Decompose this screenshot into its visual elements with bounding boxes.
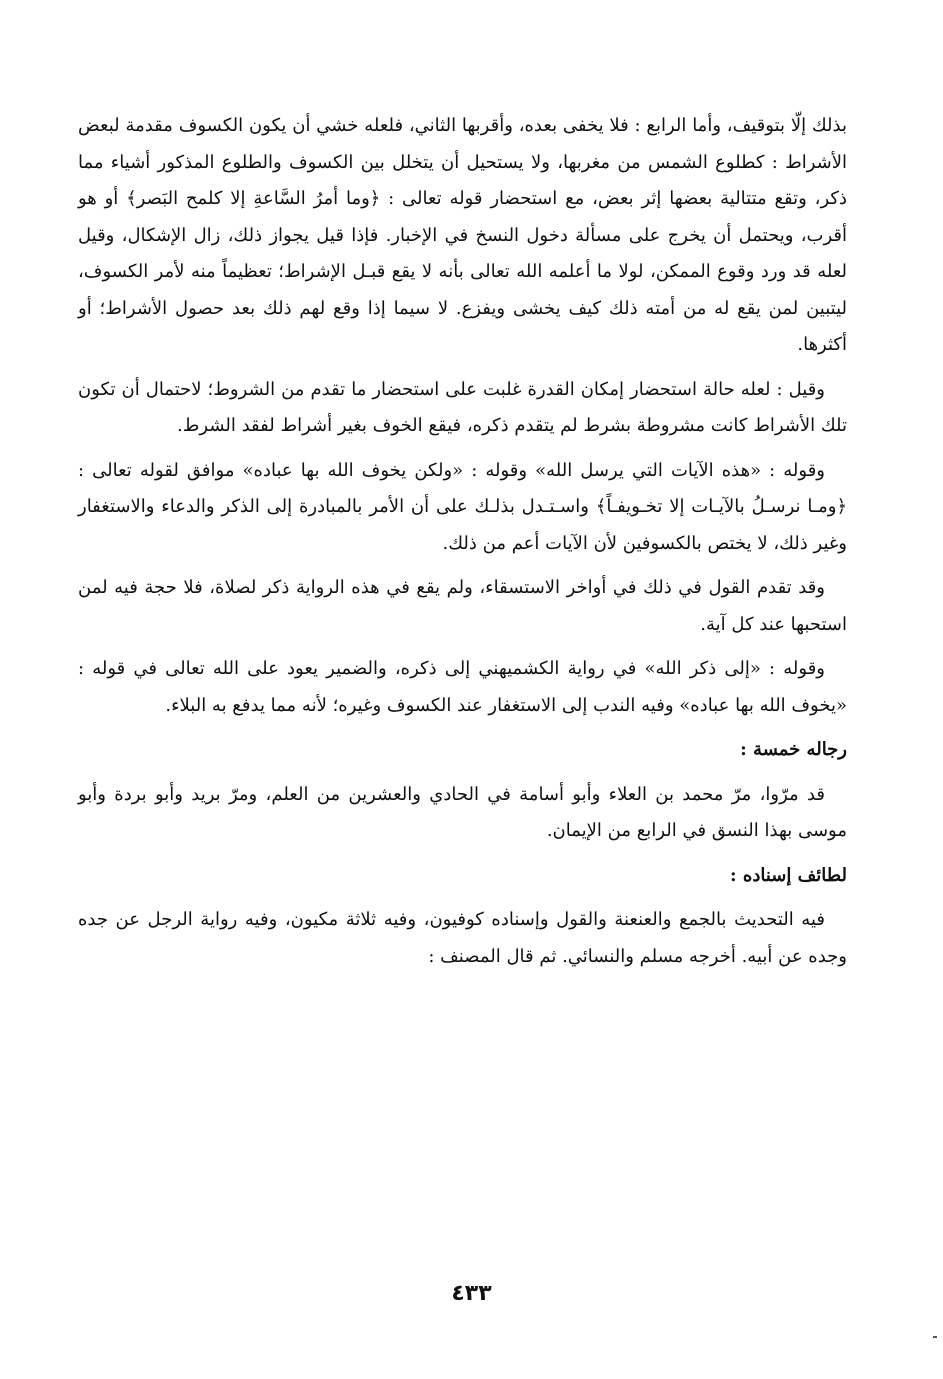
lataif-heading: لطائف إسناده : bbox=[730, 864, 847, 886]
paragraph-istihdar-qudra: وقيل : لعله حالة استحضار إمكان القدرة غلبت على استحضار ما تقدم من الشروط؛ لاحتمال أن تكون تلك الأشراط كانت مشروطة بشرط لم يتقدم ذكره، فيقع الخوف بغير أشراط لفقد الشرط. bbox=[78, 378, 847, 436]
lataif-text: فيه التحديث بالجمع والعنعنة والقول وإسناده كوفيون، وفيه ثلاثة مكيون، وفيه رواية الرجل عن جده وجده عن أبيه. أخرجه مسلم والنسائي. ثم قال المصنف : bbox=[78, 909, 847, 967]
rijal-text: قد مرّوا، مرّ محمد بن العلاء وأبو أسامة في الحادي والعشرين من العلم، ومرّ بريد وأبو بردة وأبو موسى بهذا النسق في الرابع من الإيمان. bbox=[78, 783, 847, 841]
paragraph-kushmihani: وقوله : «إلى ذكر الله» في رواية الكشميهني إلى ذكره، والضمير يعود على الله تعالى في قوله : «يخوف الله بها عباده» وفيه الندب إلى الاستغفار عند الكسوف وغيره؛ لأنه مما يدفع به البلاء. bbox=[78, 658, 847, 716]
scan-edge-mark bbox=[933, 1336, 937, 1338]
paragraph-istisqa: وقد تقدم القول في ذلك في أواخر الاستسقاء، ولم يقع في هذه الرواية ذكر لصلاة، فلا حجة فيه لمن استحبها عند كل آية. bbox=[78, 577, 847, 635]
page-body bbox=[78, 108, 847, 983]
rijal-heading: رجاله خمسة : bbox=[740, 739, 847, 760]
paragraph-ayat-takhwif: وقوله : «هذه الآيات التي يرسل الله» وقوله : «ولكن يخوف الله بها عباده» موافق لقوله تعالى : ﴿ومـا نرسـلُ بالآيـات إلا تخـويفـاً﴾ واسـتـدل بذلـك على أن الأمر بالمبادرة إلى الذكر والدعاء والاستغفار وغير ذلك، لا يختص بالكسوفين لأن الآيات أعم من ذلك. bbox=[78, 459, 847, 554]
page-number: ٤٣٣ bbox=[451, 1281, 492, 1306]
paragraph-kusuf-ashrat: بذلك إلّا بتوقيف، وأما الرابع : فلا يخفى بعده، وأقربها الثاني، فلعله خشي أن يكون الكسوف مقدمة لبعض الأشراط : كطلوع الشمس من مغربها، ولا يستحيل أن يتخلل بين الكسوف والطلوع المذكور أشياء مما ذكر، وتقع متتالية بعضها إثر بعض، مع استحضار قوله تعالى : ﴿وما أمرُ السَّاعةِ إلا كلمح البَصر﴾ أو هو أقرب، ويحتمل أن يخرج على مسألة دخول النسخ في الإخبار. فإذا قيل يجواز ذلك، زال الإشكال، وقيل لعله قد ورد وقوع الممكن، لولا ما أعلمه الله تعالى بأنه لا يقع قبـل الإشراط؛ تعظيماً منه لأمر الكسوف، ليتبين لمن يقع له من أمته ذلك كيف يخشى ويفزع. لا سيما إذا وقع لهم ذلك بعد حصول الأشراط؛ أو أكثرها. bbox=[78, 115, 847, 355]
